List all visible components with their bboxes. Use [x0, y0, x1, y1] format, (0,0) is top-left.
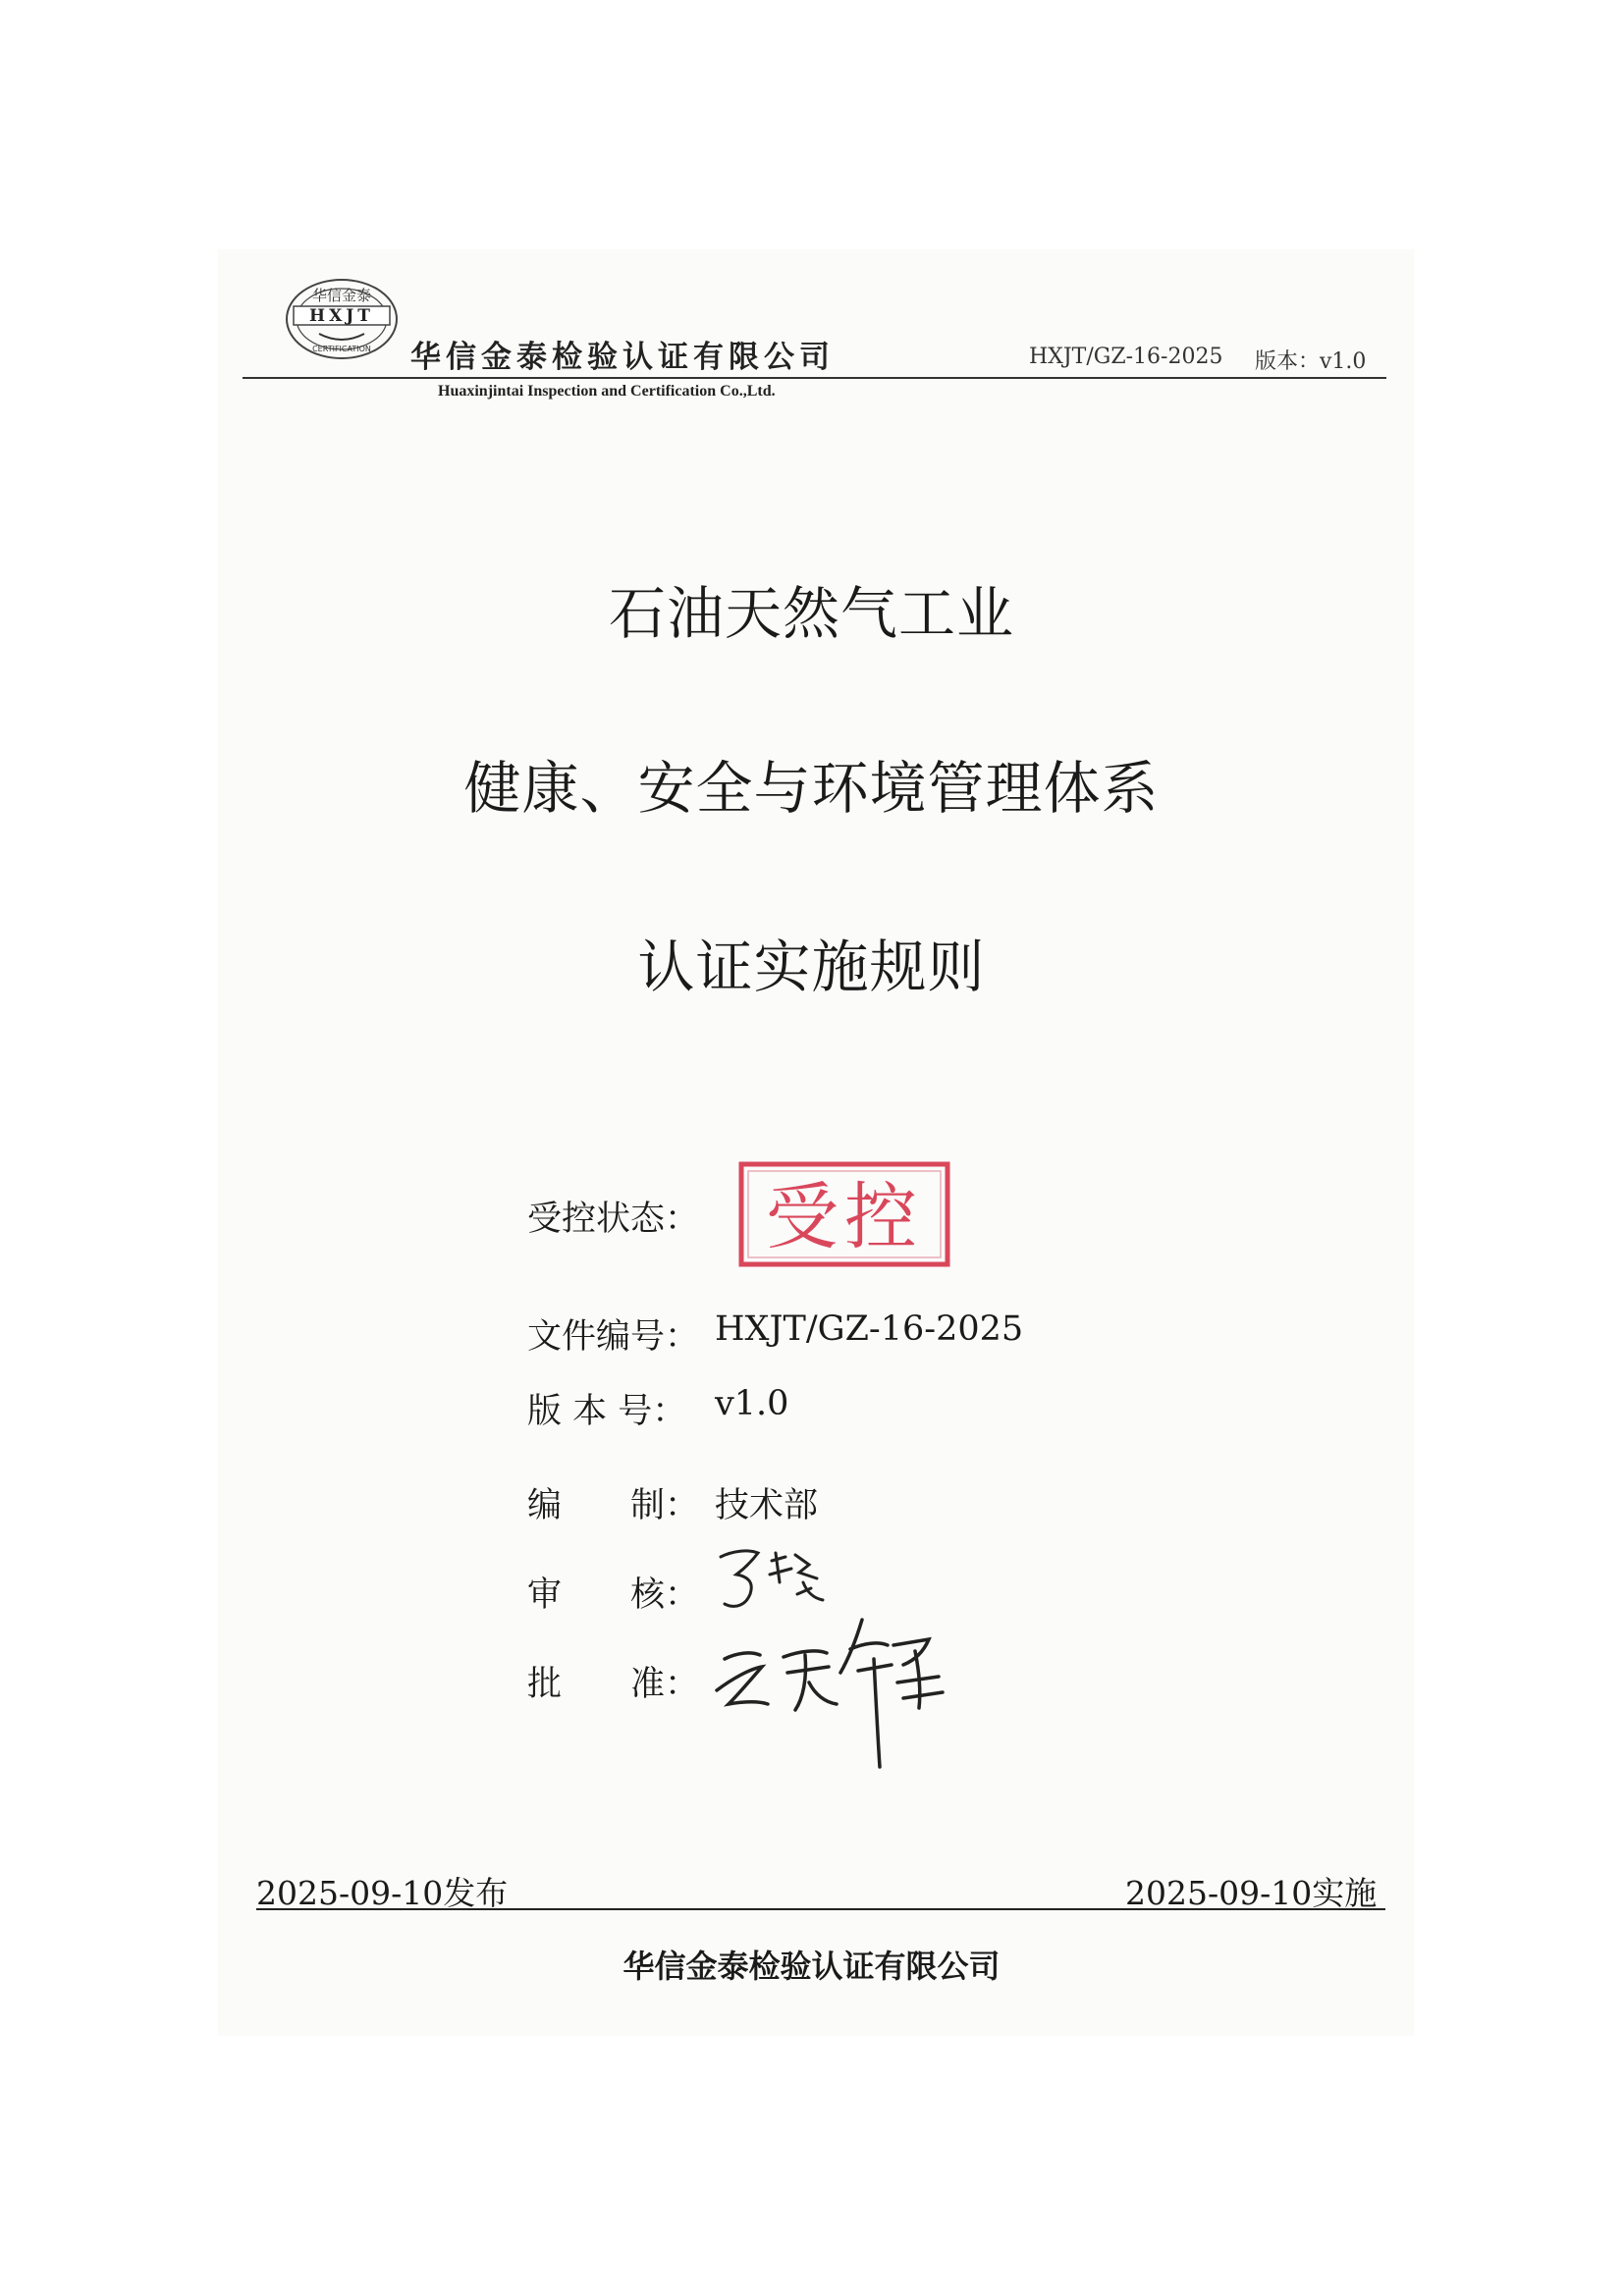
doc-number-label: 文件编号：: [527, 1317, 700, 1357]
approver-label: 批 准：: [527, 1665, 700, 1704]
publish-date: 2025-09-10发布: [256, 1874, 509, 1912]
approver-signature: [711, 1610, 976, 1777]
header-doc-code: HXJT/GZ-16-2025: [1029, 345, 1223, 369]
company-name-cn: 华信金泰检验认证有限公司: [410, 340, 835, 375]
logo-top-text: 华信金泰: [311, 287, 372, 304]
title-line-1: 石油天然气工业: [608, 580, 1014, 647]
stamp-text: 受控: [766, 1175, 923, 1259]
reviewer-label: 审 核：: [527, 1575, 700, 1615]
company-name-en: Huaxinjintai Inspection and Certification Co.,Ltd.: [438, 383, 776, 400]
compiler-value: 技术部: [715, 1486, 819, 1525]
title-line-3: 认证实施规则: [637, 934, 986, 1000]
control-status-label: 受控状态：: [527, 1200, 700, 1239]
compiler-label: 编 制：: [527, 1486, 700, 1525]
company-logo: [284, 277, 400, 361]
header-divider: [243, 377, 1386, 379]
footer-divider: [256, 1908, 1385, 1910]
logo-abbr: HXJT: [309, 306, 374, 326]
footer-company-name: 华信金泰检验认证有限公司: [622, 1948, 1001, 1985]
header-version: 版本：v1.0: [1255, 349, 1367, 374]
logo-ring-text: CERTIFICATION: [312, 345, 371, 353]
version-label: 版 本 号：: [527, 1392, 687, 1431]
version-value: v1.0: [715, 1384, 789, 1423]
controlled-stamp: [738, 1161, 950, 1267]
effective-date: 2025-09-10实施: [1125, 1874, 1378, 1912]
doc-number-value: HXJT/GZ-16-2025: [715, 1309, 1024, 1349]
title-line-2: 健康、安全与环境管理体系: [463, 755, 1160, 822]
